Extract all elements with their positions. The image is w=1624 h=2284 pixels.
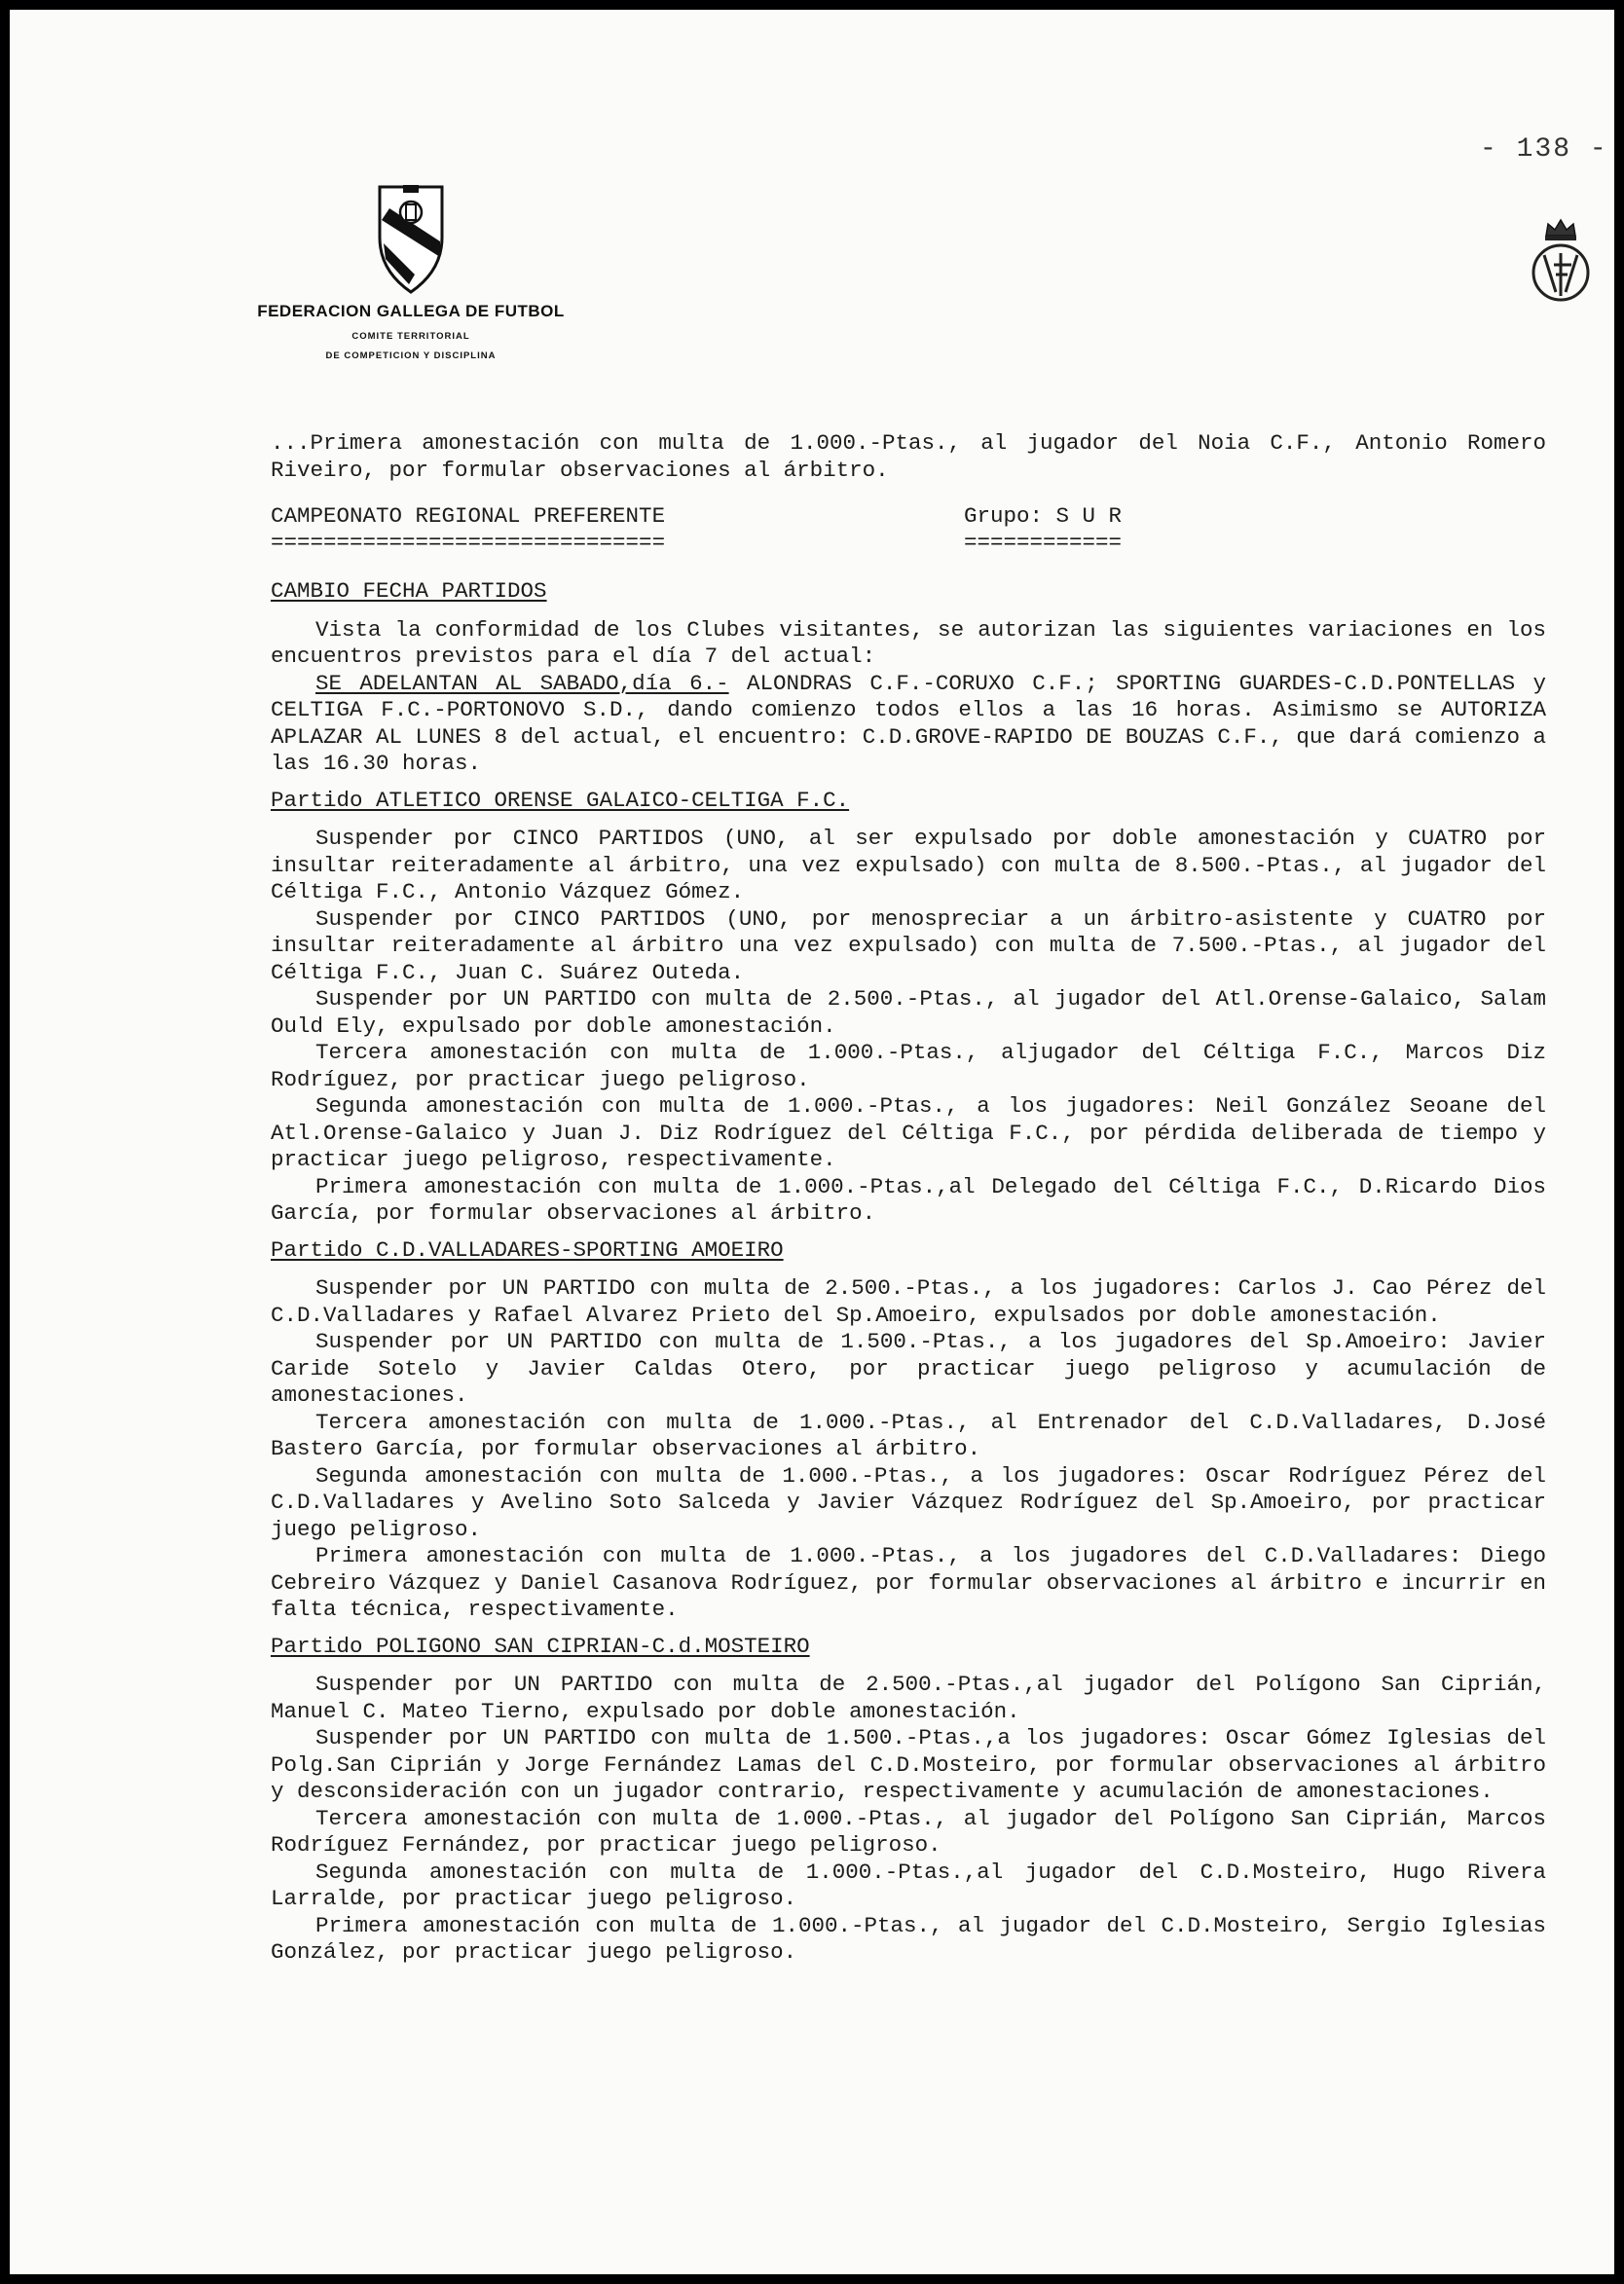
- letterhead: [255, 181, 567, 364]
- committee-line-2: DE COMPETICION Y DISCIPLINA: [325, 350, 497, 361]
- match2-paragraph: Suspender por UN PARTIDO con multa de 1.500.-Ptas., a los jugadores del Sp.Amoeiro: Javier Caride Sotelo y Javier Caldas Otero, por practicar juego peligroso y acumulación de amonestaciones.: [271, 1329, 1546, 1408]
- match3-paragraph: Segunda amonestación con multa de 1.000.-Ptas.,al jugador del C.D.Mosteiro, Hugo Rivera Larralde, por practicar juego peligroso.: [271, 1859, 1546, 1911]
- match2-paragraph: Primera amonestación con multa de 1.000.-Ptas., a los jugadores del C.D.Valladares: Diego Cebreiro Vázquez y Daniel Casanova Rodríguez, por formular observaciones al árbitro e incurrir en falta técnica, respectivamente.: [271, 1543, 1546, 1622]
- match3-heading: Partido POLIGONO SAN CIPRIAN-C.d.MOSTEIRO: [271, 1633, 810, 1659]
- match2-paragraph: Tercera amonestación con multa de 1.000.-Ptas., al Entrenador del C.D.Valladares, D.José Bastero García, por formular observaciones al árbitro.: [271, 1409, 1546, 1461]
- match1-paragraph: Segunda amonestación con multa de 1.000.-Ptas., a los jugadores: Neil González Seoane del Atl.Orense-Galaico y Juan J. Diz Rodríguez del Céltiga F.C., por pérdida deliberada de tiempo y practicar juego peligroso, respectivamente.: [271, 1093, 1546, 1172]
- championship-heading: [271, 503, 1546, 557]
- match2-paragraph: Suspender por UN PARTIDO con multa de 2.500.-Ptas., a los jugadores: Carlos J. Cao Pérez del C.D.Valladares y Rafael Alvarez Prieto del Sp.Amoeiro, expulsados por doble amonestación.: [271, 1275, 1546, 1328]
- match3-paragraph: Tercera amonestación con multa de 1.000.-Ptas., al jugador del Polígono San Ciprián, Marcos Rodríguez Fernández, por practicar juego peligroso.: [271, 1805, 1546, 1858]
- match1-paragraph: Primera amonestación con multa de 1.000.-Ptas.,al Delegado del Céltiga F.C., D.Ricardo Dios García, por formular observaciones al árbitro.: [271, 1173, 1546, 1226]
- group-title: Grupo: S U R: [964, 503, 1123, 529]
- crown-crest-icon: [1529, 214, 1593, 308]
- document-page: [10, 10, 1614, 2274]
- intro-paragraph: ...Primera amonestación con multa de 1.000.-Ptas., al jugador del Noia C.F., Antonio Romero Riveiro, por formular observaciones al árbitro.: [271, 430, 1546, 483]
- committee-line-1: COMITE TERRITORIAL: [351, 331, 470, 342]
- document-body: [271, 430, 1546, 1967]
- match1-paragraph: Tercera amonestación con multa de 1.000.-Ptas., aljugador del Céltiga F.C., Marcos Diz Rodríguez, por practicar juego peligroso.: [271, 1040, 1546, 1092]
- schedule-change-heading: CAMBIO FECHA PARTIDOS: [271, 578, 547, 604]
- schedule-change-underlined: SE ADELANTAN AL SABADO,día 6.-: [315, 670, 729, 696]
- group-underline: ============: [964, 530, 1123, 555]
- schedule-change-rest: ALONDRAS C.F.-CORUXO C.F.; SPORTING GUARDES-C.D.PONTELLAS y CELTIGA F.C.-PORTONOVO S.D., dando comienzo todos ellos a las 16 horas. Asimismo se AUTORIZA APLAZAR AL LUNES 8 del actual, el encuentro: C.D.GROVE-RAPIDO DE BOUZAS C.F., que dará comienzo a las 16.30 horas.: [271, 670, 1546, 776]
- match3-paragraph: Suspender por UN PARTIDO con multa de 2.500.-Ptas.,al jugador del Polígono San Ciprián, Manuel C. Mateo Tierno, expulsado por doble amonestación.: [271, 1672, 1546, 1724]
- championship-title: CAMPEONATO REGIONAL PREFERENTE: [271, 503, 666, 529]
- match3-paragraph: Suspender por UN PARTIDO con multa de 1.500.-Ptas.,a los jugadores: Oscar Gómez Iglesias del Polg.San Ciprián y Jorge Fernández Lamas del C.D.Mosteiro, por formular observaciones al árbitro y desconsideración con un jugador contrario, respectivamente y acumulación de amonestaciones.: [271, 1725, 1546, 1804]
- rfef-emblem: [1529, 214, 1593, 313]
- match2-heading: Partido C.D.VALLADARES-SPORTING AMOEIRO: [271, 1236, 784, 1263]
- federation-shield-icon: [376, 181, 446, 296]
- match2-paragraph: Segunda amonestación con multa de 1.000.-Ptas., a los jugadores: Oscar Rodríguez Pérez del C.D.Valladares y Avelino Soto Salceda y Javier Vázquez Rodríguez del Sp.Amoeiro, por practicar juego peligroso.: [271, 1462, 1546, 1542]
- match1-paragraph: Suspender por UN PARTIDO con multa de 2.500.-Ptas., al jugador del Atl.Orense-Galaico, Salam Ould Ely, expulsado por doble amonestación.: [271, 986, 1546, 1039]
- schedule-change-paragraph-1: Vista la conformidad de los Clubes visitantes, se autorizan las siguientes variaciones en los encuentros previstos para el día 7 del actual:: [271, 616, 1546, 669]
- championship-underline: ==============================: [271, 530, 666, 555]
- match1-paragraph: Suspender por CINCO PARTIDOS (UNO, al ser expulsado por doble amonestación y CUATRO por insultar reiteradamente al árbitro, una vez expulsado) con multa de 8.500.-Ptas., al jugador del Céltiga F.C., Antonio Vázquez Gómez.: [271, 826, 1546, 904]
- federation-name: FEDERACION GALLEGA DE FUTBOL: [257, 302, 565, 320]
- match1-heading: Partido ATLETICO ORENSE GALAICO-CELTIGA F.C.: [271, 787, 850, 813]
- match1-paragraph: Suspender por CINCO PARTIDOS (UNO, por menospreciar a un árbitro-asistente y CUATRO por insultar reiteradamente al árbitro una vez expulsado) con multa de 7.500.-Ptas., al jugador del Céltiga F.C., Juan C. Suárez Outeda.: [271, 905, 1546, 985]
- schedule-change-paragraph-2: [271, 671, 1546, 778]
- match3-paragraph: Primera amonestación con multa de 1.000.-Ptas., al jugador del C.D.Mosteiro, Sergio Iglesias González, por practicar juego peligroso.: [271, 1912, 1546, 1965]
- page-number: - 138 -: [1480, 134, 1608, 165]
